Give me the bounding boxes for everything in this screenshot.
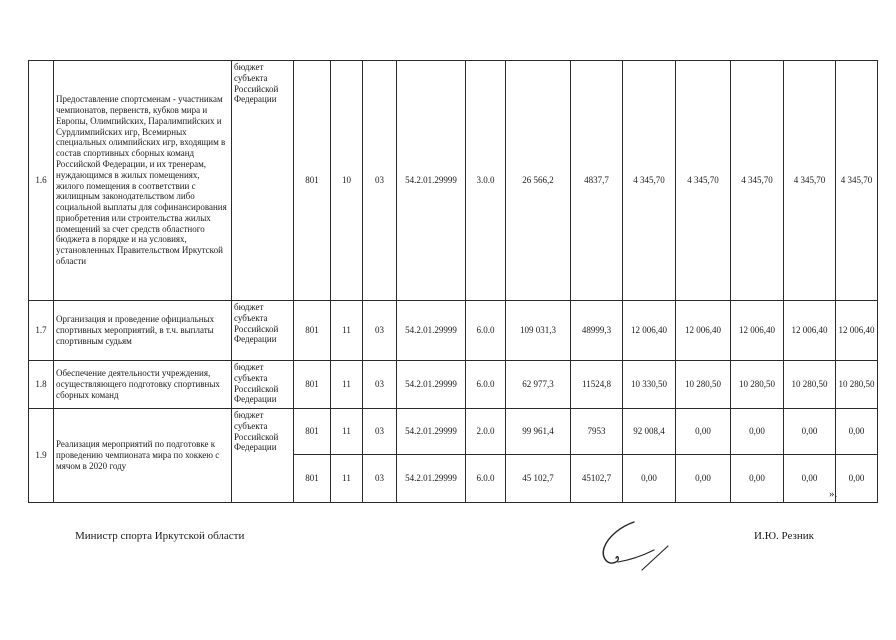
funding-source: бюджет субъекта Российской Федерации [232, 361, 294, 409]
cell-subsection-code: 03 [363, 455, 397, 503]
cell-year-value: 48999,3 [571, 301, 623, 361]
signatory-name: И.Ю. Резник [754, 530, 814, 542]
cell-section-code: 11 [331, 409, 363, 455]
cell-year-value: 10 280,50 [731, 361, 784, 409]
cell-year-value: 4 345,70 [836, 61, 878, 301]
cell-year-value: 0,00 [676, 455, 731, 503]
funding-source: бюджет субъекта Российской Федерации [232, 61, 294, 301]
cell-year-value: 0,00 [784, 409, 836, 455]
cell-ministry-code: 801 [294, 455, 331, 503]
cell-expense-type: 2.0.0 [466, 409, 506, 455]
event-description: Предоставление спортсменам - участникам чемпионатов, первенств, кубков мира и Европы, Олимпийских, Паралимпийских и Сурдлимпийских игр, Всемирных специальных олимпийских игр, входящим в состав спортивных сборных команд Российской Федерации, и их тренерам, нуждающимся в жилых помещениях, жилого помещения в соответствии с жилищным законодательством либо социальной выплаты для софинансирования приобретения или строительства жилых помещений за счет средств областного бюджета в порядке и на условиях, установленных Правительством Иркутской области [54, 61, 232, 301]
cell-year-value: 4837,7 [571, 61, 623, 301]
row-number: 1.7 [29, 301, 54, 361]
cell-year-value: 12 006,40 [784, 301, 836, 361]
funding-source: бюджет субъекта Российской Федерации [232, 409, 294, 503]
cell-year-value: 11524,8 [571, 361, 623, 409]
cell-year-value: 0,00 [836, 455, 878, 503]
cell-expense-type: 3.0.0 [466, 61, 506, 301]
row-number: 1.8 [29, 361, 54, 409]
cell-year-value: 0,00 [784, 455, 836, 503]
cell-year-value: 10 280,50 [784, 361, 836, 409]
cell-year-value: 92 008,4 [623, 409, 676, 455]
cell-total: 99 961,4 [506, 409, 571, 455]
table-row [29, 61, 878, 301]
handwritten-signature [596, 518, 676, 576]
cell-total: 62 977,3 [506, 361, 571, 409]
row-number: 1.9 [29, 409, 54, 503]
cell-year-value: 10 280,50 [676, 361, 731, 409]
cell-section-code: 11 [331, 455, 363, 503]
budget-table [28, 60, 878, 503]
event-description: Реализация мероприятий по подготовке к проведению чемпионата мира по хоккею с мячом в 2020 году [54, 409, 232, 503]
cell-year-value: 45102,7 [571, 455, 623, 503]
cell-subsection-code: 03 [363, 361, 397, 409]
cell-year-value: 0,00 [623, 455, 676, 503]
cell-year-value: 12 006,40 [676, 301, 731, 361]
cell-year-value: 0,00 [836, 409, 878, 455]
cell-year-value: 4 345,70 [676, 61, 731, 301]
cell-ministry-code: 801 [294, 361, 331, 409]
cell-subsection-code: 03 [363, 61, 397, 301]
cell-year-value: 4 345,70 [784, 61, 836, 301]
cell-year-value: 12 006,40 [623, 301, 676, 361]
cell-year-value: 10 280,50 [836, 361, 878, 409]
table-row [29, 409, 878, 455]
cell-section-code: 10 [331, 61, 363, 301]
cell-year-value: 0,00 [731, 455, 784, 503]
cell-year-value: 12 006,40 [836, 301, 878, 361]
cell-year-value: 0,00 [731, 409, 784, 455]
cell-year-value: 10 330,50 [623, 361, 676, 409]
cell-expense-type: 6.0.0 [466, 455, 506, 503]
cell-year-value: 4 345,70 [731, 61, 784, 301]
cell-year-value: 0,00 [676, 409, 731, 455]
cell-subsection-code: 03 [363, 301, 397, 361]
cell-expense-type: 6.0.0 [466, 361, 506, 409]
cell-target-article: 54.2.01.29999 [397, 409, 466, 455]
cell-total: 26 566,2 [506, 61, 571, 301]
cell-target-article: 54.2.01.29999 [397, 301, 466, 361]
cell-subsection-code: 03 [363, 409, 397, 455]
cell-target-article: 54.2.01.29999 [397, 361, 466, 409]
cell-year-value: 12 006,40 [731, 301, 784, 361]
cell-expense-type: 6.0.0 [466, 301, 506, 361]
event-description: Организация и проведение официальных спортивных мероприятий, в т.ч. выплаты спортивным судьям [54, 301, 232, 361]
funding-source: бюджет субъекта Российской Федерации [232, 301, 294, 361]
table-row [29, 361, 878, 409]
closing-quote-mark: ». [829, 488, 838, 500]
cell-ministry-code: 801 [294, 301, 331, 361]
cell-section-code: 11 [331, 361, 363, 409]
cell-ministry-code: 801 [294, 409, 331, 455]
table-body [29, 61, 878, 503]
table-row [29, 301, 878, 361]
cell-ministry-code: 801 [294, 61, 331, 301]
cell-total: 109 031,3 [506, 301, 571, 361]
cell-target-article: 54.2.01.29999 [397, 455, 466, 503]
cell-year-value: 7953 [571, 409, 623, 455]
event-description: Обеспечение деятельности учреждения, осуществляющего подготовку спортивных сборных команд [54, 361, 232, 409]
cell-target-article: 54.2.01.29999 [397, 61, 466, 301]
cell-section-code: 11 [331, 301, 363, 361]
cell-total: 45 102,7 [506, 455, 571, 503]
cell-year-value: 4 345,70 [623, 61, 676, 301]
signatory-position: Министр спорта Иркутской области [75, 530, 245, 542]
row-number: 1.6 [29, 61, 54, 301]
